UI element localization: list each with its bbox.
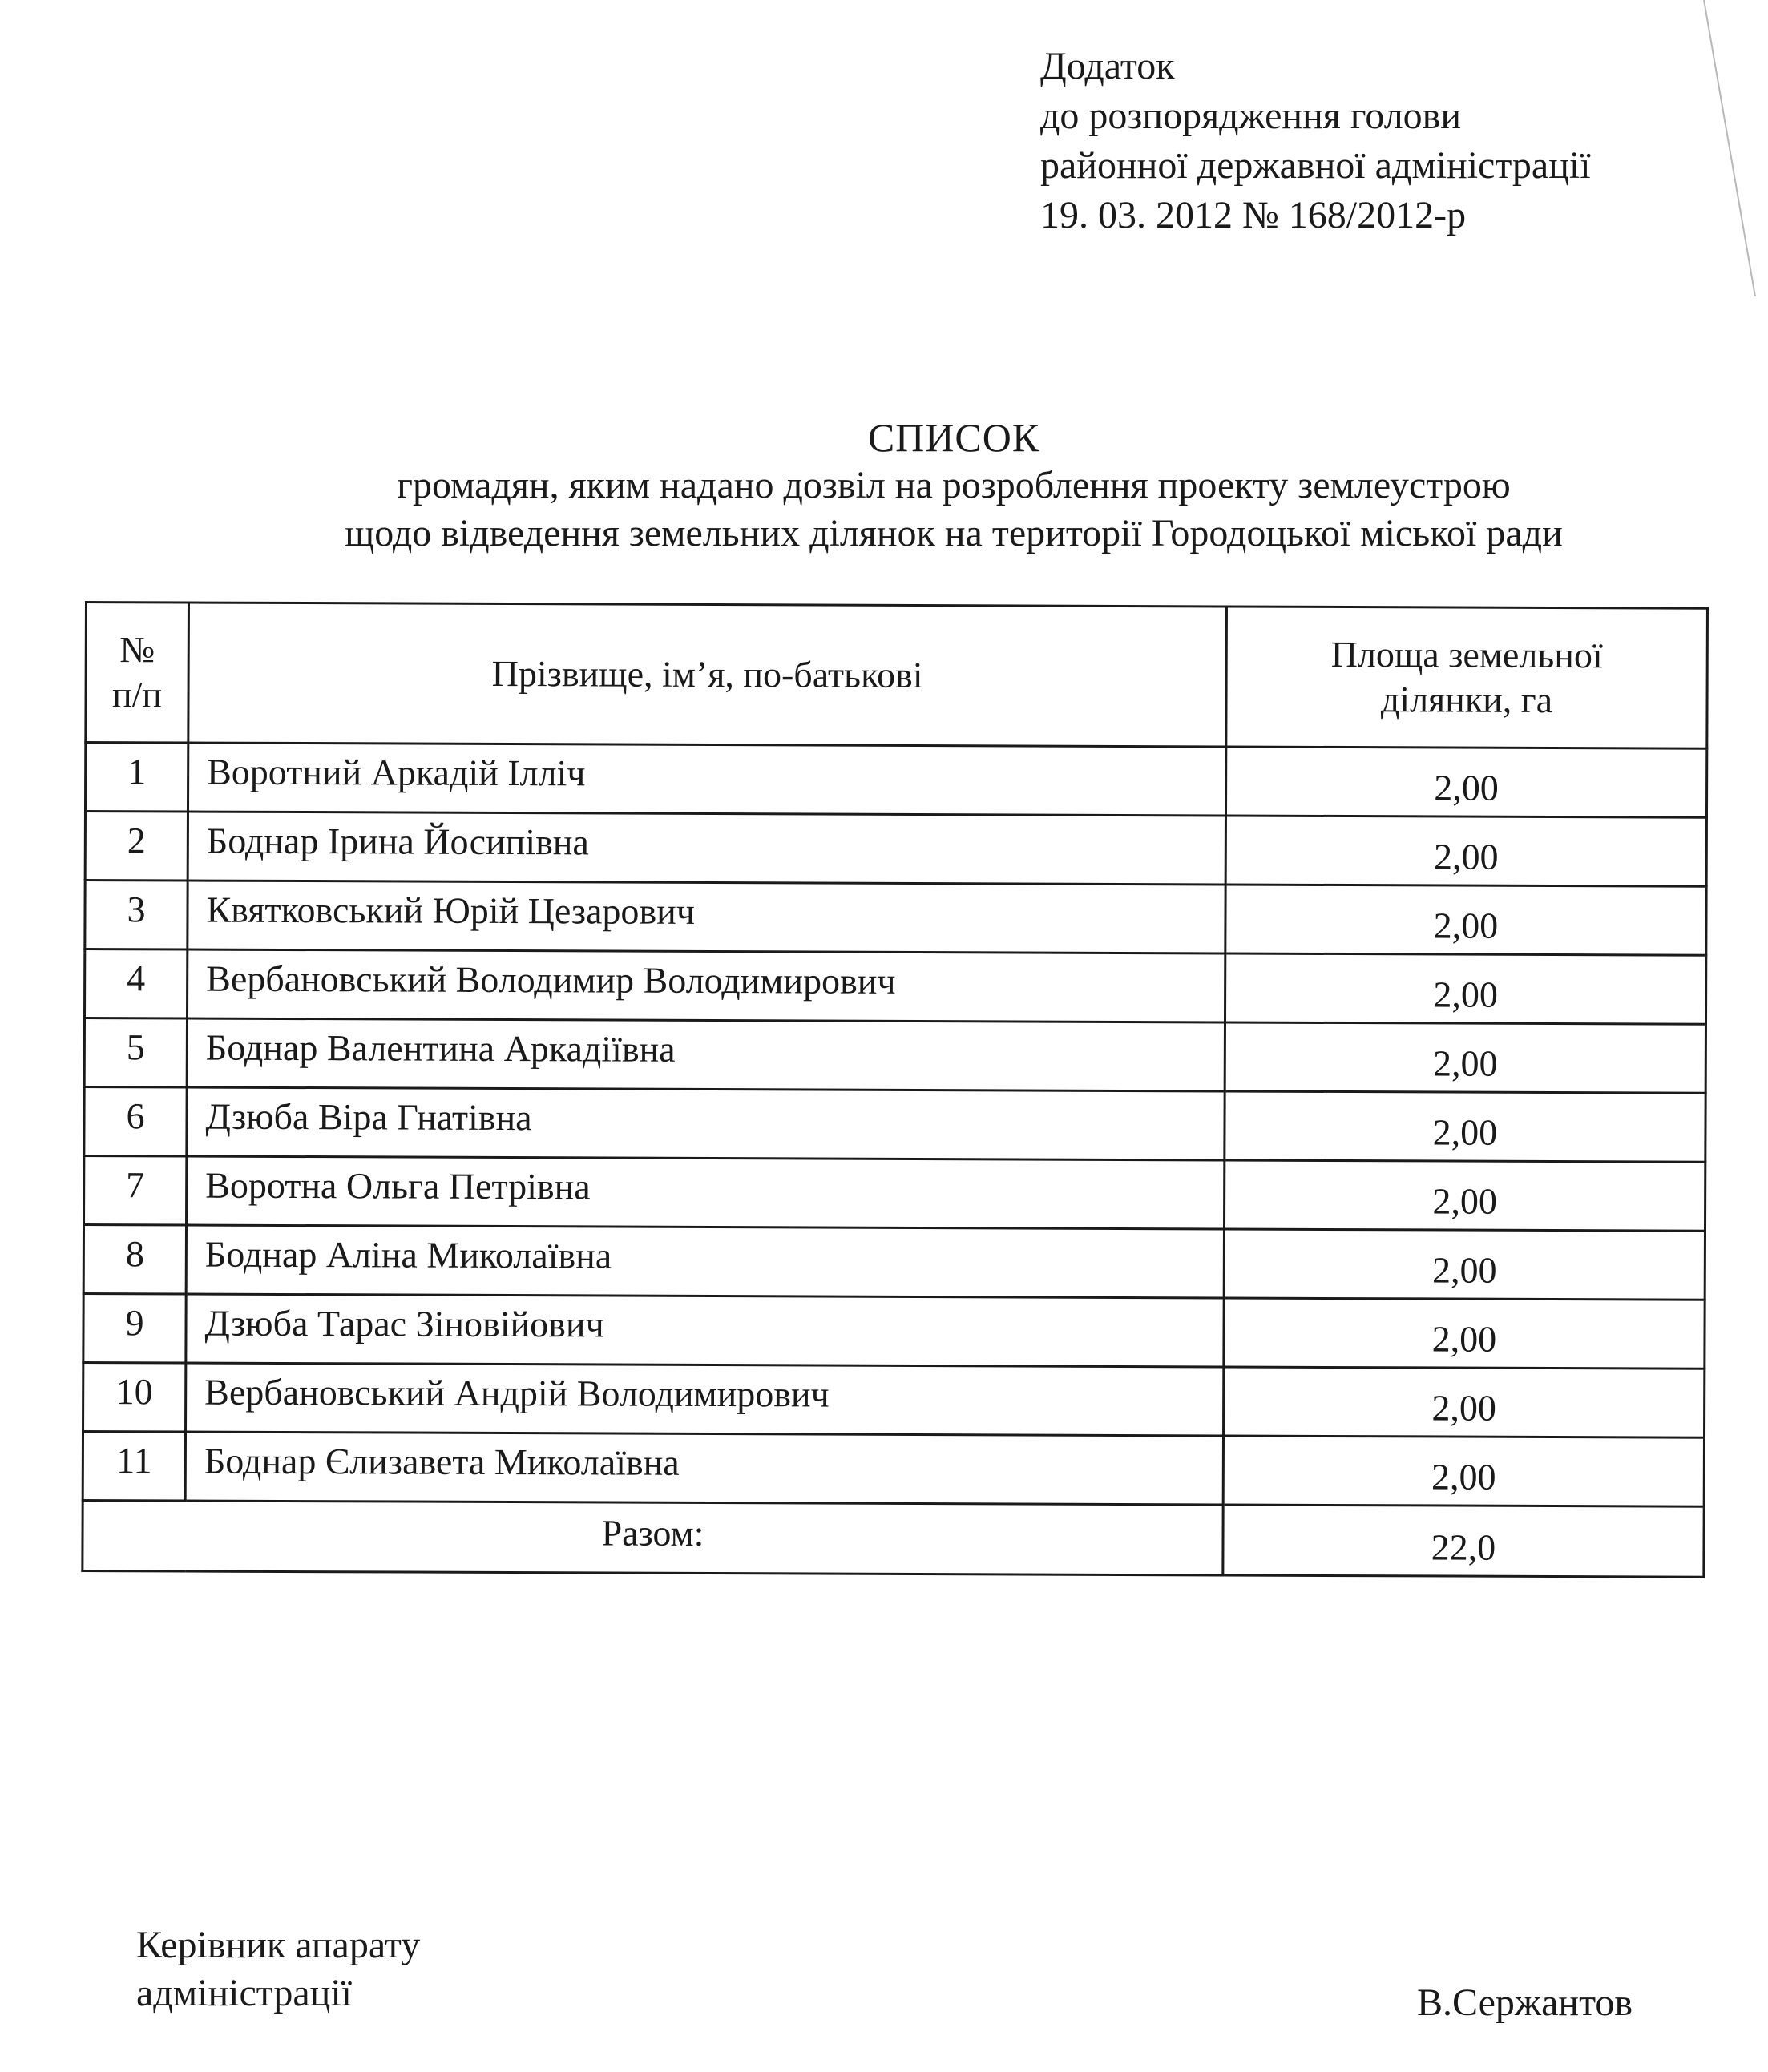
appendix-date-number: 19. 03. 2012 № 168/2012-р: [1040, 194, 1467, 236]
citizens-table: [81, 601, 1709, 1578]
row-area: 2,00: [1224, 1367, 1705, 1437]
total-value: 22,0: [1223, 1505, 1704, 1577]
row-full-name: Воротний Аркадій Ілліч: [188, 743, 1225, 816]
header-number: [86, 603, 189, 743]
row-number: 1: [85, 743, 188, 812]
document-heading: [240, 413, 1667, 558]
table-row: [85, 881, 1706, 956]
table-row: [84, 1087, 1705, 1163]
row-number: 3: [85, 881, 188, 949]
row-area: 2,00: [1225, 816, 1706, 886]
row-full-name: Дзюба Віра Гнатівна: [187, 1087, 1225, 1160]
appendix-block: [1040, 42, 1591, 240]
row-full-name: Боднар Ірина Йосипівна: [188, 812, 1225, 885]
signer-name: В.Сержантов: [1417, 1981, 1633, 2024]
row-area: 2,00: [1225, 1091, 1705, 1162]
signer-position: [136, 1921, 420, 2018]
row-area: 2,00: [1225, 885, 1706, 955]
header-number-abbr: п/п: [111, 674, 163, 716]
header-area: [1226, 607, 1708, 748]
row-number: 5: [84, 1018, 187, 1087]
row-number: 10: [83, 1362, 186, 1431]
row-number: 7: [84, 1156, 187, 1225]
header-number-symbol: №: [119, 629, 155, 671]
row-full-name: Боднар Єлизавета Миколаївна: [185, 1432, 1223, 1505]
row-number: 9: [83, 1293, 186, 1362]
header-area-line-2: ділянки, га: [1380, 679, 1553, 721]
row-number: 2: [85, 812, 188, 881]
total-label: Разом:: [83, 1500, 1223, 1574]
table-header-row: [86, 603, 1708, 749]
scan-edge-mark: [1697, 0, 1762, 304]
table-row: [84, 1156, 1705, 1232]
table-row: [83, 1431, 1704, 1506]
table-row: [84, 1018, 1705, 1094]
header-full-name: Прізвище, ім’я, по-батькові: [188, 603, 1227, 747]
row-area: 2,00: [1225, 747, 1706, 817]
row-full-name: Вербановський Андрій Володимирович: [186, 1363, 1224, 1436]
signer-position-line-2: адміністрації: [136, 1972, 352, 2014]
row-full-name: Боднар Аліна Миколаївна: [186, 1225, 1224, 1298]
table-row: [83, 1362, 1705, 1437]
row-number: 6: [84, 1087, 187, 1156]
row-area: 2,00: [1224, 1298, 1705, 1369]
table-row: [83, 1225, 1705, 1300]
table-total-row: [83, 1500, 1704, 1577]
row-area: 2,00: [1225, 1022, 1705, 1093]
table-row: [83, 1293, 1705, 1369]
row-area: 2,00: [1225, 953, 1705, 1024]
signer-position-line-1: Керівник апарату: [136, 1924, 421, 1966]
row-number: 8: [83, 1225, 186, 1294]
document-subtitle-line-2: щодо відведення земельних ділянок на території Городоцької міської ради: [345, 512, 1563, 554]
row-number: 11: [83, 1431, 185, 1500]
row-area: 2,00: [1223, 1436, 1704, 1506]
appendix-label: Додаток: [1040, 45, 1175, 87]
document-subtitle-line-1: громадян, яким надано дозвіл на розроблення проекту землеустрою: [397, 464, 1511, 506]
row-full-name: Квятковський Юрій Цезарович: [188, 881, 1225, 953]
table-row: [85, 743, 1706, 818]
appendix-authority: районної державної адміністрації: [1040, 144, 1591, 187]
row-full-name: Боднар Валентина Аркадіївна: [187, 1018, 1225, 1091]
row-full-name: Вербановський Володимир Володимирович: [188, 949, 1225, 1022]
table-row: [85, 812, 1706, 887]
table-row: [85, 949, 1706, 1025]
row-area: 2,00: [1224, 1229, 1705, 1300]
row-full-name: Воротна Ольга Петрівна: [187, 1156, 1225, 1229]
appendix-reference: до розпорядження голови: [1040, 95, 1462, 137]
document-title: СПИСОК: [867, 415, 1040, 460]
row-full-name: Дзюба Тарас Зіновійович: [186, 1294, 1224, 1367]
row-number: 4: [85, 949, 188, 1018]
header-area-line-1: Площа земельної: [1330, 633, 1603, 676]
row-area: 2,00: [1225, 1160, 1705, 1231]
